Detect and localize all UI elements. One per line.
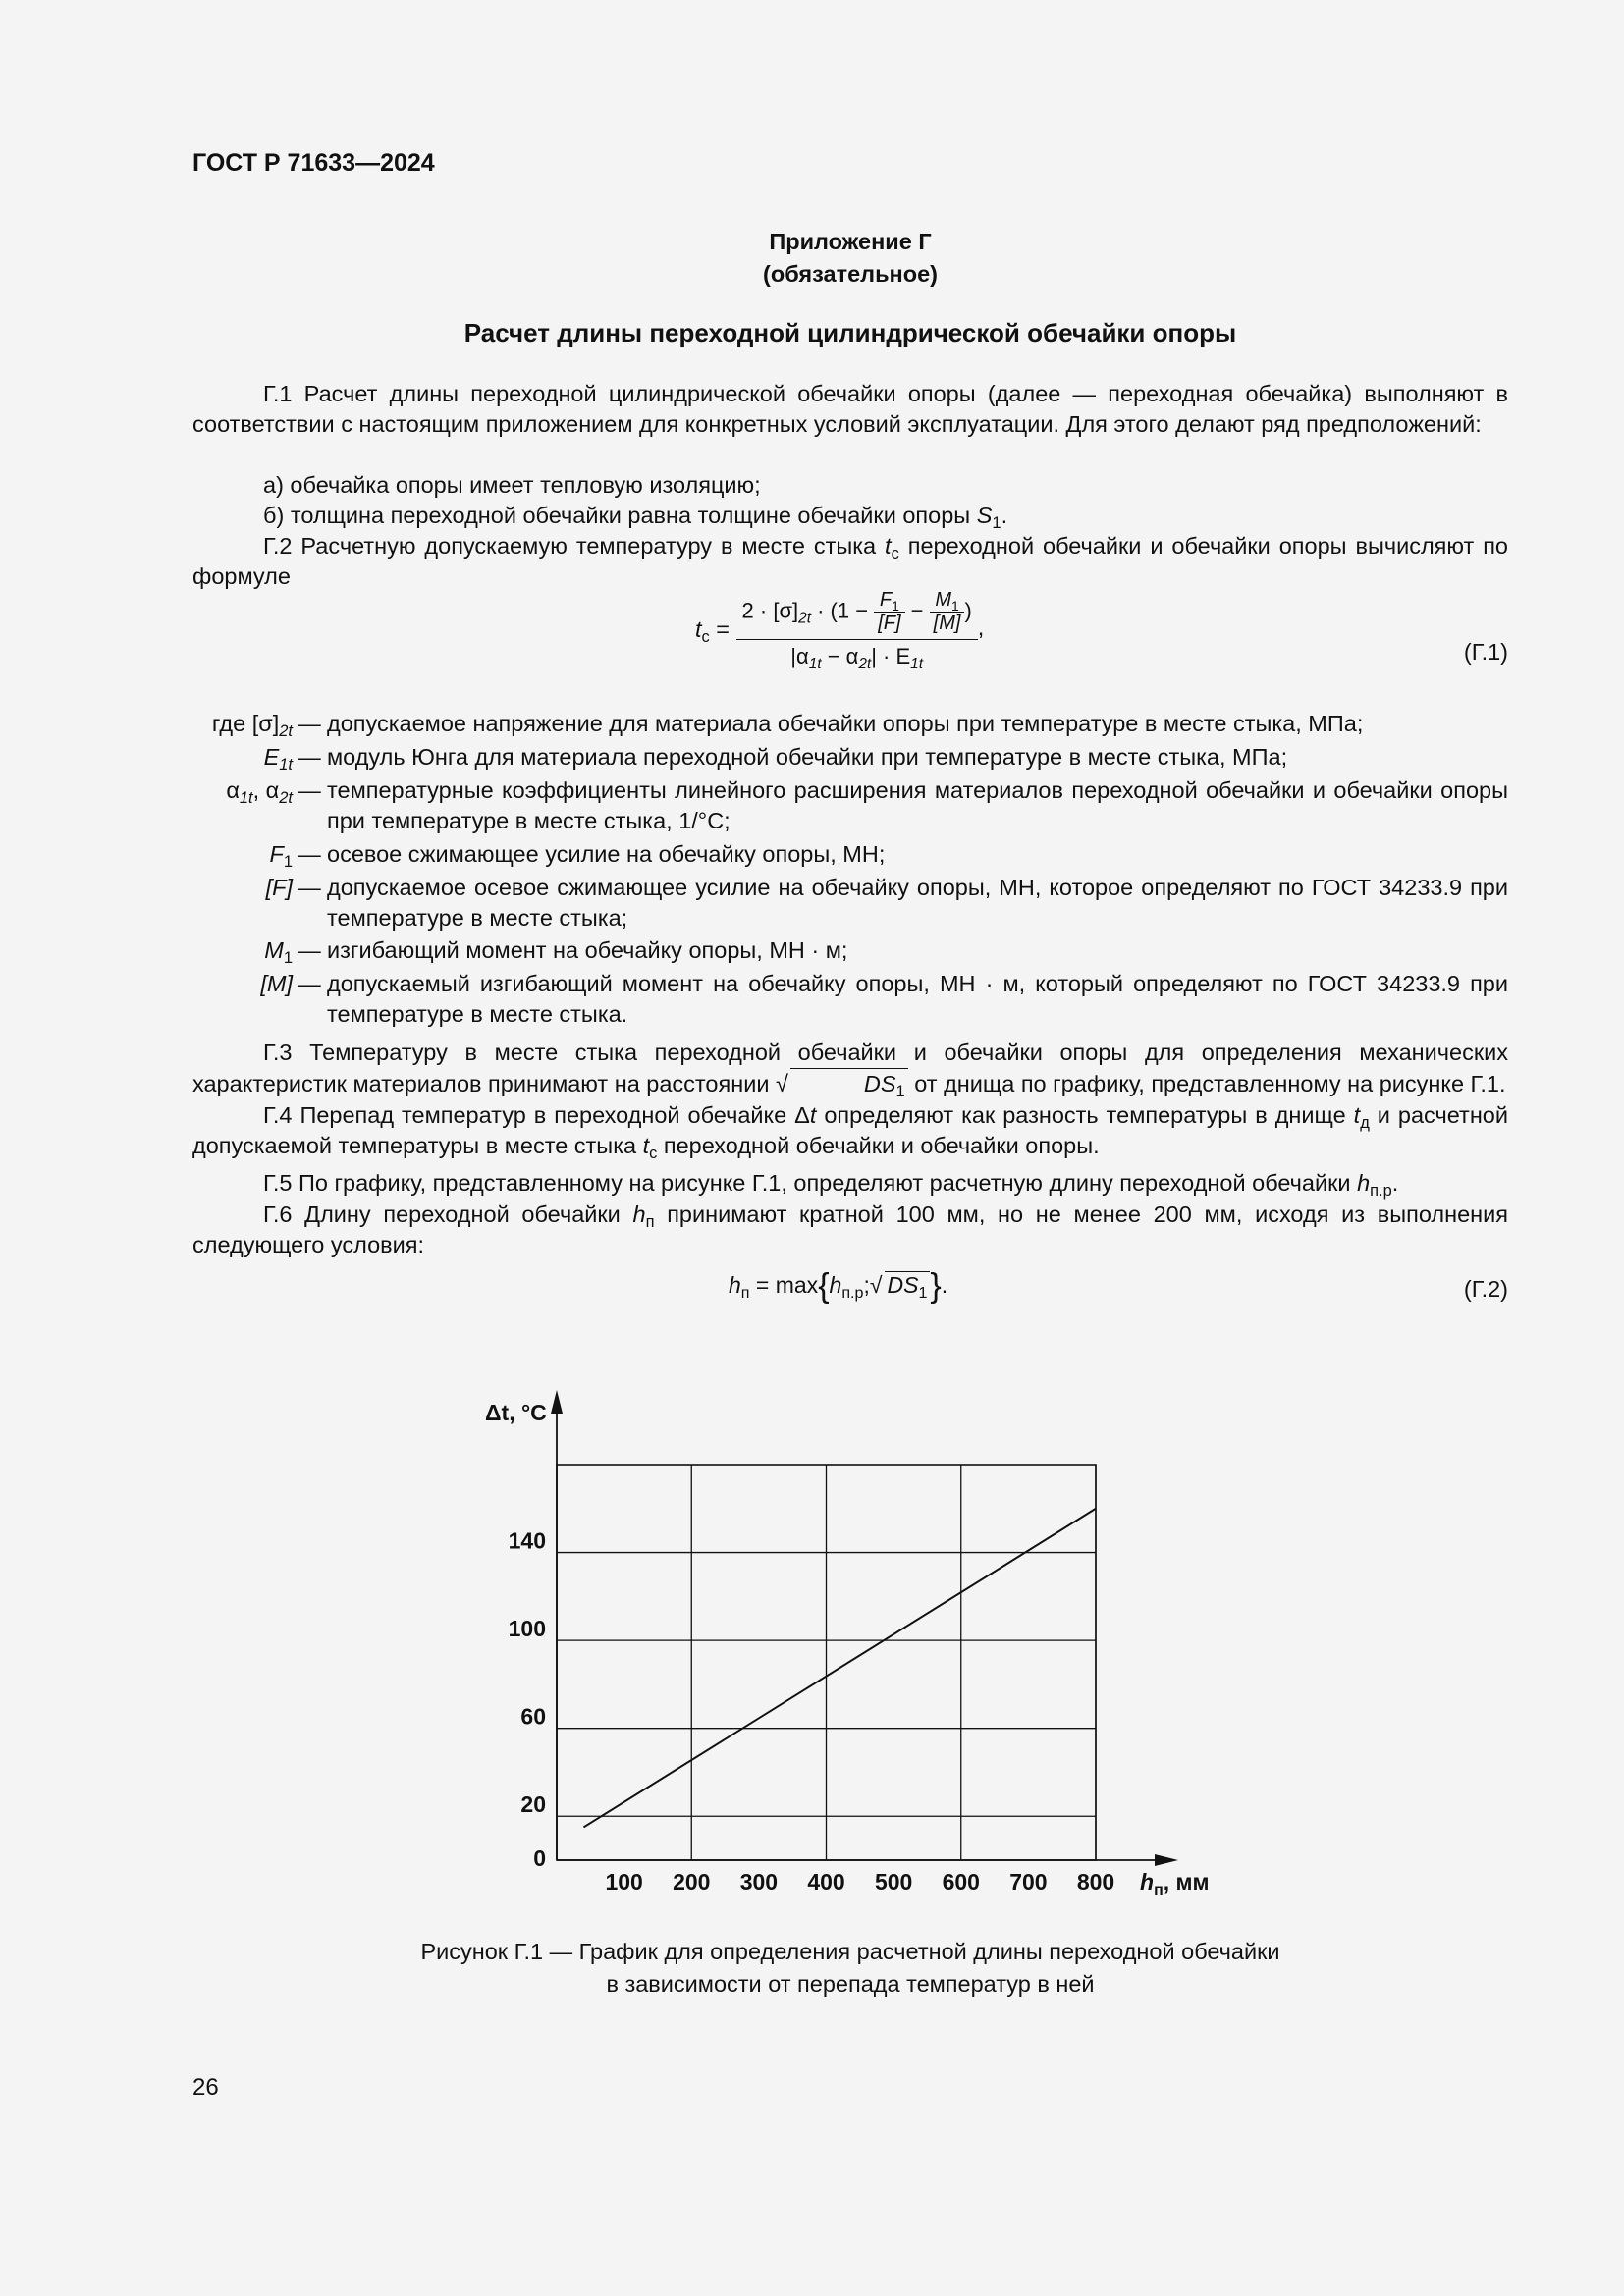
formula-g2-h: h xyxy=(729,1272,741,1298)
paragraph-g6-text-end: принимают кратной 100 мм, но не менее 200 мм, исходя из выполнения следующего условия: xyxy=(192,1201,1508,1257)
formula-g2-max: = max xyxy=(749,1272,819,1298)
chart-plot xyxy=(485,1390,1210,1898)
chart-x-axis-arrow xyxy=(1155,1854,1178,1866)
legend-dash: — xyxy=(298,777,321,803)
symbol-t: t xyxy=(642,1133,650,1158)
legend-dash: — xyxy=(298,744,321,770)
paragraph-g2-text-end: переходной обечайки и обечайки опоры вычисляют по формуле xyxy=(192,533,1508,589)
formula-g1-alpha1-sub: 1t xyxy=(808,656,822,672)
formula-g2-period: . xyxy=(941,1272,948,1298)
figure-caption-line-1: Рисунок Г.1 — График для определения расчетной длины переходной обечайки xyxy=(420,1939,1280,1964)
formula-g2-hpr-sub: п.р xyxy=(841,1284,864,1302)
legend-symbol-sub: 1t xyxy=(279,756,293,774)
chart-x-tick-label: 200 xyxy=(673,1869,711,1895)
legend-symbol-text-2: , α xyxy=(252,777,280,803)
chart-x-tick-label: 100 xyxy=(605,1869,643,1895)
chart-x-label: $h_п$, мм xyxy=(1140,1869,1210,1898)
chart-y-tick-label: 60 xyxy=(520,1703,546,1730)
paragraph-g3-text-end: от днища по графику, представленному на рисунке Г.1. xyxy=(907,1071,1506,1096)
legend-symbol-sub: 1t xyxy=(239,789,253,807)
symbol-s-sub: 1 xyxy=(992,514,1001,532)
legend-text: модуль Юнга для материала переходной обечайки при температуре в месте стыка, МПа; xyxy=(327,744,1288,770)
chart-x-tick-label: 300 xyxy=(739,1869,779,1895)
legend-symbol-text: [M] xyxy=(260,971,293,996)
symbol-t: t xyxy=(809,1102,817,1128)
legend-text: изгибающий момент на обечайку опоры, МН · м; xyxy=(327,937,848,963)
formula-g1-f-den: [F] xyxy=(878,613,901,634)
formula-g1-abs-open: | xyxy=(790,644,797,668)
chart-x-tick-label: 500 xyxy=(874,1869,913,1895)
legend-symbol-sub: 1 xyxy=(283,853,293,871)
formula-g1-alpha1: α xyxy=(796,644,809,668)
chart-series-line xyxy=(583,1509,1096,1828)
paragraph-g4-text: Г.4 Перепад температур в переходной обечайке Δ xyxy=(263,1102,810,1128)
page-number: 26 xyxy=(192,2074,219,2101)
symbol-h-sub: п xyxy=(645,1213,655,1231)
legend-symbol-sub-2: 2t xyxy=(279,789,293,807)
list-item-b-end: . xyxy=(1001,503,1008,528)
legend-text: температурные коэффициенты линейного расширения материалов переходной обечайки и обечайки опоры при температуре в месте стыка, 1/°С; xyxy=(327,777,1508,833)
document-code: ГОСТ Р 71633—2024 xyxy=(192,149,435,177)
formula-g1-alpha2: − α xyxy=(821,644,859,668)
symbol-t: t xyxy=(885,533,892,559)
formula-g1-comma: , xyxy=(977,614,985,641)
symbol-t-sub: c xyxy=(649,1145,658,1162)
formula-g1-dot: · xyxy=(810,598,831,623)
formula-g1-minus: − xyxy=(910,598,924,623)
paragraph-g6-text: Г.6 Длину переходной обечайки xyxy=(263,1201,633,1227)
formula-g1-sigma: 2 · [σ] xyxy=(741,598,799,623)
legend-text: осевое сжимающее усилие на обечайку опоры, МН; xyxy=(327,841,886,867)
legend-symbol-text: F xyxy=(269,841,284,867)
formula-g1-equals: = xyxy=(709,615,731,642)
sqrt-symbol: √ xyxy=(869,1272,883,1298)
legend-text: допускаемый изгибающий момент на обечайку опоры, МН · м, который определяют по ГОСТ 34233.9 при температуре в месте стыка. xyxy=(327,971,1508,1027)
chart-y-label: Δt, °С xyxy=(485,1400,547,1425)
symbol-h: h xyxy=(632,1201,646,1227)
figure-caption-line-2: в зависимости от перепада температур в ней xyxy=(606,1971,1095,1997)
formula-g2-hpr: h xyxy=(829,1272,842,1298)
paragraph-g2-text: Г.2 Расчетную допускаемую температуру в месте стыка xyxy=(263,533,886,559)
legend-symbol-sub: 2t xyxy=(279,722,293,740)
chart-y-tick-label: 20 xyxy=(520,1791,546,1818)
formula-g2-brace-close: } xyxy=(930,1267,942,1305)
legend-dash: — xyxy=(298,971,321,996)
paragraph-g4-text-end: переходной обечайки и обечайки опоры. xyxy=(657,1133,1100,1158)
symbol-h: h xyxy=(1357,1170,1371,1196)
legend-symbol-text: где [σ] xyxy=(211,711,280,736)
formula-g2-sep: ; xyxy=(863,1272,870,1298)
chart-y-tick-label: 140 xyxy=(508,1527,546,1554)
formula-number-g2: (Г.2) xyxy=(1463,1276,1508,1302)
formula-g2-h-sub: п xyxy=(740,1284,750,1302)
formula-g1-m: M xyxy=(935,589,951,611)
chart-y-tick-label: 0 xyxy=(533,1845,546,1871)
formula-g1-e-sub: 1t xyxy=(910,656,924,672)
paragraph-g4-text-3: и расчетной допускаемой температуры в месте стыка xyxy=(192,1102,1508,1158)
appendix-label: Приложение Г xyxy=(769,229,932,254)
legend-symbol-text: M xyxy=(264,937,284,963)
formula-g1-paren-open: (1 − xyxy=(830,598,869,623)
paragraph-g5-text: Г.5 По графику, представленному на рисунке Г.1, определяют расчетную длину переходной обечайки xyxy=(263,1170,1358,1196)
legend-dash: — xyxy=(298,711,321,736)
formula-g1-e: | · E xyxy=(871,644,911,668)
formula-g1-alpha2-sub: 2t xyxy=(858,656,872,672)
formula-g2-ds: DS xyxy=(887,1272,919,1298)
chart-x-tick-label: 400 xyxy=(807,1869,845,1895)
formula-g2-ds-sub: 1 xyxy=(918,1284,928,1302)
sqrt-ds-sub: 1 xyxy=(895,1083,905,1100)
legend-dash: — xyxy=(298,875,321,900)
paragraph-g4-text-2: определяют как разность температуры в днище xyxy=(816,1102,1354,1128)
formula-g1-m-den: [M] xyxy=(933,613,961,634)
section-title: Расчет длины переходной цилиндрической обечайки опоры xyxy=(463,318,1237,347)
formula-g1-f-sub: 1 xyxy=(892,598,899,614)
formula-g1-m-sub: 1 xyxy=(950,598,959,614)
formula-g1-f: F xyxy=(879,589,893,611)
chart-y-axis-arrow xyxy=(551,1390,563,1414)
sqrt-ds: DS xyxy=(863,1071,896,1096)
list-item-b-text: б) толщина переходной обечайки равна толщине обечайки опоры xyxy=(263,503,977,528)
legend-symbol-text: E xyxy=(263,744,280,770)
formula-g1-t: t xyxy=(695,615,702,642)
legend-symbol-sub: 1 xyxy=(283,949,293,967)
legend-text: допускаемое напряжение для материала обечайки опоры при температуре в месте стыка, МПа; xyxy=(327,711,1364,736)
legend-dash: — xyxy=(298,937,321,963)
list-item-a: а) обечайка опоры имеет тепловую изоляцию; xyxy=(263,472,761,498)
chart-x-tick-label: 700 xyxy=(1009,1869,1048,1895)
legend-dash: — xyxy=(298,841,321,867)
chart-x-tick-label: 800 xyxy=(1076,1869,1115,1895)
symbol-t-sub: д xyxy=(1360,1114,1370,1132)
legend-symbol-text: [F] xyxy=(265,875,293,900)
sqrt-symbol: √ xyxy=(775,1071,788,1096)
formula-number-g1: (Г.1) xyxy=(1463,639,1508,665)
symbol-s: S xyxy=(976,503,993,528)
paragraph-g3-text: Г.3 Температуру в месте стыка переходной обечайки и обечайки опоры для определения механических характеристик материалов принимают на расстоянии xyxy=(192,1040,1508,1096)
formula-g1-sigma-sub: 2t xyxy=(798,610,811,627)
formula-g2-brace-open: { xyxy=(818,1267,830,1305)
formula-g1-t-sub: c xyxy=(701,627,710,646)
figure-caption xyxy=(192,1936,1508,2001)
chart-y-tick-label: 100 xyxy=(508,1616,546,1642)
paragraph-g5-text-end: . xyxy=(1391,1170,1399,1196)
legend-text: допускаемое осевое сжимающее усилие на обечайку опоры, МН, которое определяют по ГОСТ 34233.9 при температуре в месте стыка; xyxy=(327,875,1508,931)
appendix-status: (обязательное) xyxy=(763,261,938,287)
symbol-t-sub: c xyxy=(891,545,899,562)
symbol-h-sub: п.р xyxy=(1370,1182,1392,1200)
paragraph-g1: Г.1 Расчет длины переходной цилиндрической обечайки опоры (далее — переходная обечайка) выполняют в соответствии с настоящим приложением для конкретных условий эксплуатации. Для этого делают ряд предположений: xyxy=(192,381,1508,437)
legend-symbol-text: α xyxy=(226,777,240,803)
formula-g1-paren-close: ) xyxy=(964,598,972,623)
chart-x-tick-label: 600 xyxy=(942,1869,980,1895)
symbol-t: t xyxy=(1353,1102,1361,1128)
